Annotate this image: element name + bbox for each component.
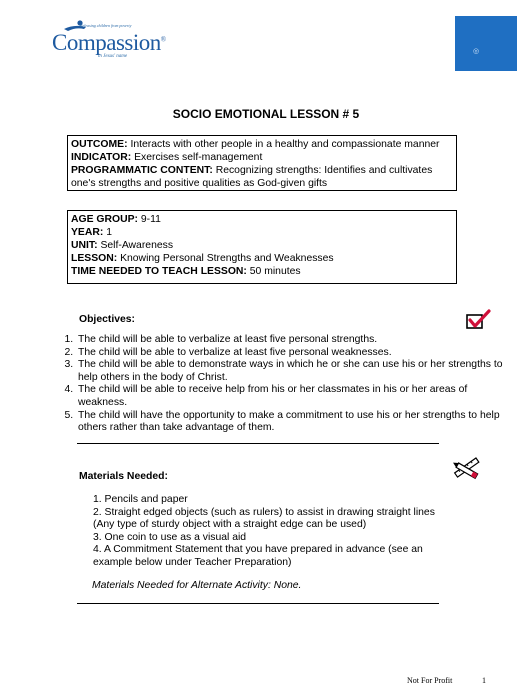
year-line: YEAR: 1 [71,227,113,238]
compassion-logo [52,20,167,66]
objectives-heading: Objectives: [79,314,136,325]
header-graphic [455,16,517,71]
list-item: 4. A Commitment Statement that you have prepared in advance (see an example below under Teacher Preparation) [93,544,423,568]
outcome-line: OUTCOME: Interacts with other people in a healthy and compassionate manner [71,139,440,150]
lesson-info-box [67,210,457,284]
divider [77,603,439,604]
programmatic-line: PROGRAMMATIC CONTENT: Recognizing strengths: Identifies and cultivates one's strengths and positive qualities as God-given gifts [71,165,433,189]
list-item: 2. Straight edged objects (such as rulers) to assist in drawing straight lines (Any type of sturdy object with a straight edge can be used) [93,506,435,531]
objectives-list [64,334,506,435]
age-group-line: AGE GROUP: 9-11 [71,214,161,225]
list-item: 1. Pencils and paper [93,494,188,505]
page-number: 1 [482,676,486,685]
materials-heading: Materials Needed: [79,471,168,482]
checkbox-check-icon [465,309,491,331]
divider [77,443,439,444]
footer-label: Not For Profit [407,676,453,685]
time-line: TIME NEEDED TO TEACH LESSON: 50 minutes [71,266,301,277]
logo-wordmark: Compassion® [52,30,166,55]
list-item: 5. The child will have the opportunity to make a commitment to use his or her strengths to help others rather than take advantage of them. [76,410,506,435]
emblem-icon: ◎ [473,48,480,55]
pencil-ruler-icon [452,455,486,483]
indicator-line: INDICATOR: Exercises self-management [71,152,263,163]
logo-subtitle: in Jesus' name [98,54,128,59]
materials-list [79,494,459,570]
page-title: SOCIO EMOTIONAL LESSON # 5 [172,107,360,121]
outcome-box [67,135,457,191]
logo-tagline: Releasing children from poverty [80,23,132,28]
list-item: 3. The child will be able to demonstrate ways in which he or she can use his or her strengths to help others in the body of Christ. [76,359,506,384]
list-item: 3. One coin to use as a visual aid [93,531,247,543]
lesson-line: LESSON: Knowing Personal Strengths and Weaknesses [71,253,334,264]
list-item: 1. The child will be able to verbalize at least five personal strengths. [76,334,506,347]
list-item: 4. The child will be able to receive help from his or her classmates in his or her areas of weakness. [76,384,506,409]
alternate-materials: Materials Needed for Alternate Activity: None. [92,580,302,591]
unit-line: UNIT: Self-Awareness [71,240,174,251]
list-item: 2. The child will be able to verbalize at least five personal weaknesses. [76,347,506,360]
